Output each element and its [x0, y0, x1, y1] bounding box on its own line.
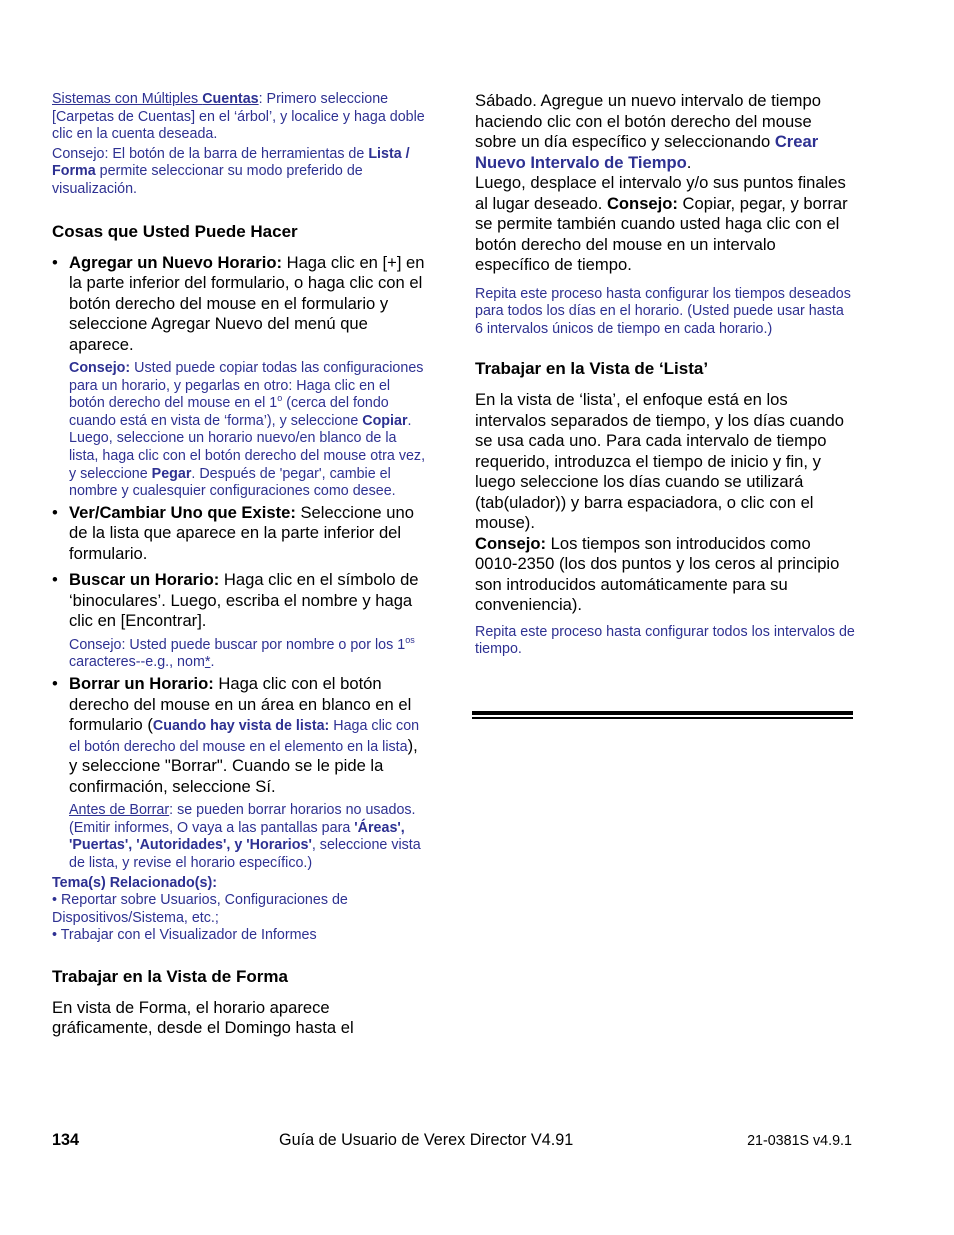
- list-item-search-schedule: • Buscar un Horario: Haga clic en el símbolo de ‘binoculares’. Luego, escriba el nombre y haga clic en [Encontrar].: [52, 570, 419, 631]
- note-search-tip: Consejo: Usted puede buscar por nombre o por los $1^{os}$ caracteres--e.g., nom*.: [69, 634, 415, 671]
- document-number: 21-0381S v4.9.1: [747, 1133, 852, 1149]
- paragraph-list-view: En la vista de ‘lista’, el enfoque está en los intervalos separados de tiempo, y los días cuando se usa cada uno. Para cada intervalo de tiempo requerido, introduzca el tiempo de inicio y fin, y luego seleccione los días cuando se utilizará (tab(ulador)) y barra espaciadora, o clic con el mouse). Consejo: Los tiempos son introducidos como 0010-2350 (los dos puntos y los ceros al principio son introducidos automáticamente para su conveniencia).: [475, 390, 844, 615]
- note-repeat-days: Repita este proceso hasta configurar los tiempos deseados para todos los días en el horario. (Usted puede usar hasta 6 intervalos únicos de tiempo en cada horario.): [475, 285, 851, 337]
- heading-form-view: Trabajar en la Vista de Forma: [52, 966, 288, 986]
- right-column: [475, 91, 855, 659]
- note-repeat-intervals: Repita este proceso hasta configurar todos los intervalos de tiempo.: [475, 623, 855, 658]
- note-multiple-accounts: Sistemas con Múltiples Cuentas: Primero seleccione [Carpetas de Cuentas] en el ‘árbol’, y localice y haga doble clic en la cuenta deseada.: [52, 91, 425, 143]
- left-column: [52, 91, 427, 1039]
- list-item-add-schedule: • Agregar un Nuevo Horario: Haga clic en [+] en la parte inferior del formulario, o haga clic con el botón derecho del mouse en el formulario y seleccione Agregar Nuevo del menú que aparece.: [52, 252, 425, 354]
- related-link-report-viewer[interactable]: • Trabajar con el Visualizador de Informes: [52, 927, 317, 944]
- paragraph-form-view: En vista de Forma, el horario aparece gráficamente, desde el Domingo hasta el: [52, 997, 354, 1038]
- footer-title: Guía de Usuario de Verex Director V4.91: [279, 1131, 574, 1149]
- page-number: 134: [52, 1131, 80, 1149]
- before-delete-link[interactable]: Antes de Borrar: [69, 802, 170, 819]
- note-toolbar-tip: Consejo: El botón de la barra de herramientas de Lista / Forma permite seleccionar su modo preferido de visualización.: [52, 145, 410, 197]
- note-copy-tip: Consejo: Usted puede copiar todas las configuraciones para un horario, y pegarlas en otro: Haga clic en el botón derecho del mouse en el 1$^o$ (cerca del fondo cuando está en vista de ‘forma’), y seleccione Copiar. Luego, seleccione un horario nuevo/en blanco de la lista, haga clic con el botón derecho del mouse otra vez, y seleccione Pegar. Después de 'pegar', cambie el nombre y cualesquier configuraciones como desee.: [69, 360, 426, 500]
- related-topics-title: Tema(s) Relacionado(s):: [52, 874, 217, 891]
- page-footer: [52, 1131, 852, 1151]
- heading-list-view: Trabajar en la Vista de ‘Lista’: [475, 359, 709, 379]
- related-link-reports[interactable]: • Reportar sobre Usuarios, Configuraciones de Dispositivos/Sistema, etc.;: [52, 892, 348, 926]
- section-divider-thick: [472, 711, 853, 715]
- multiple-accounts-link[interactable]: Sistemas con Múltiples Cuentas: [52, 91, 259, 107]
- paragraph-add-interval: Sábado. Agregue un nuevo intervalo de tiempo haciendo clic con el botón derecho del mouse sobre un día específico y seleccionando Crear Nuevo Intervalo de Tiempo. Luego, desplace el intervalo y/o sus puntos finales al lugar deseado. Consejo: Copiar, pegar, y borrar se permite también cuando usted haga clic con el botón derecho del mouse en un intervalo específico de tiempo.: [475, 91, 848, 274]
- related-topics: [52, 875, 427, 945]
- heading-things-you-can-do: Cosas que Usted Puede Hacer: [52, 221, 298, 241]
- note-before-delete: Antes de Borrar: se pueden borrar horarios no usados. (Emitir informes, O vaya a las pantallas para 'Áreas', 'Puertas', 'Autoridades', y 'Horarios', seleccione vista de lista, y revise el horario específico.): [69, 802, 421, 871]
- list-item-view-change: • Ver/Cambiar Uno que Existe: Seleccione uno de la lista que aparece en la parte inferior del formulario.: [52, 502, 414, 563]
- list-item-delete-schedule: • Borrar un Horario: Haga clic con el botón derecho del mouse en un área en blanco en el formulario (Cuando hay vista de lista: Haga clic con el botón derecho del mouse en el elemento en la lista), y seleccione "Borrar". Cuando se le pide la confirmación, seleccione Sí.: [52, 674, 420, 796]
- section-divider-thin: [472, 717, 853, 719]
